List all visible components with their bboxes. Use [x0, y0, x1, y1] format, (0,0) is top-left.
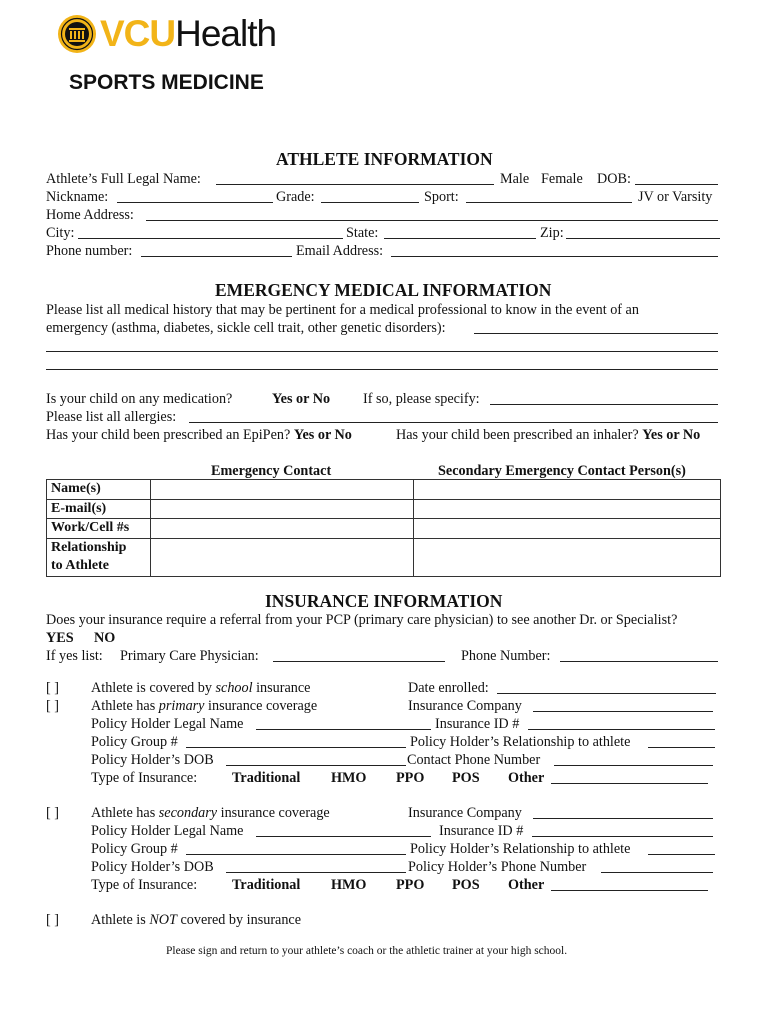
- primary-type-label: Type of Insurance:: [91, 770, 198, 786]
- primary-contact-phone-field[interactable]: [554, 765, 713, 766]
- referral-question: Does your insurance require a referral from your PCP (primary care physician) to see another Dr. or Specialist?: [46, 612, 678, 628]
- primary-type-other-field[interactable]: [551, 783, 708, 784]
- nickname-label: Nickname:: [46, 189, 109, 205]
- primary-policy-group-label: Policy Group #: [91, 734, 178, 750]
- jv-varsity-option[interactable]: JV or Varsity: [638, 189, 713, 205]
- if-yes-label: If yes list:: [46, 648, 103, 664]
- nickname-field[interactable]: [117, 202, 273, 203]
- primary-contact-phone-label: Contact Phone Number: [407, 752, 541, 768]
- secondary-insurance-company-label: Insurance Company: [408, 805, 522, 821]
- address-field[interactable]: [146, 220, 718, 221]
- pcp-label: Primary Care Physician:: [120, 648, 259, 664]
- logo-vcu: VCU: [100, 13, 176, 54]
- inhaler-yes-no[interactable]: Yes or No: [642, 427, 701, 443]
- grade-field[interactable]: [321, 202, 419, 203]
- allergies-field[interactable]: [189, 422, 718, 423]
- secondary-relationship-field[interactable]: [648, 854, 715, 855]
- emergency-contact-phones-cell[interactable]: [151, 519, 414, 539]
- pcp-phone-field[interactable]: [560, 661, 718, 662]
- secondary-insurance-company-field[interactable]: [533, 818, 713, 819]
- secondary-contact-phones-cell[interactable]: [414, 519, 721, 539]
- secondary-contact-col-header: Secondary Emergency Contact Person(s): [438, 463, 686, 479]
- secondary-holder-name-field[interactable]: [256, 836, 431, 837]
- table-row: [47, 519, 721, 539]
- secondary-word: secondary: [158, 805, 218, 821]
- primary-type-ppo[interactable]: PPO: [396, 770, 425, 786]
- relationship-label-line2: to Athlete: [51, 558, 109, 574]
- secondary-contact-names-cell[interactable]: [414, 480, 721, 500]
- primary-pre: Athlete has: [91, 698, 159, 714]
- email-label: Email Address:: [296, 243, 384, 259]
- medication-question: Is your child on any medication?: [46, 391, 233, 407]
- logo-health: Health: [175, 13, 277, 54]
- secondary-policy-group-label: Policy Group #: [91, 841, 178, 857]
- epipen-yes-no[interactable]: Yes or No: [293, 427, 352, 443]
- primary-insurance-id-label: Insurance ID #: [435, 716, 520, 732]
- secondary-relationship-label: Policy Holder’s Relationship to athlete: [410, 841, 631, 857]
- zip-label: Zip:: [540, 225, 564, 241]
- primary-insurance-company-label: Insurance Company: [408, 698, 522, 714]
- date-enrolled-label: Date enrolled:: [408, 680, 489, 696]
- secondary-holder-dob-label: Policy Holder’s DOB: [91, 859, 214, 875]
- primary-checkbox[interactable]: [ ]: [46, 698, 59, 714]
- secondary-contact-emails-cell[interactable]: [414, 499, 721, 519]
- table-row: [47, 499, 721, 519]
- primary-word: primary: [158, 698, 205, 714]
- table-row: [47, 538, 721, 576]
- phone-label: Phone number:: [46, 243, 133, 259]
- email-field[interactable]: [391, 256, 718, 257]
- state-label: State:: [346, 225, 379, 241]
- row-label-names: Name(s): [47, 480, 151, 500]
- primary-policy-group-field[interactable]: [186, 747, 406, 748]
- history-text-line1: Please list all medical history that may be pertinent for a medical professional to know in the event of an: [46, 302, 639, 318]
- emergency-contact-col-header: Emergency Contact: [211, 463, 332, 479]
- secondary-post: insurance coverage: [217, 805, 330, 821]
- emergency-contact-emails-cell[interactable]: [151, 499, 414, 519]
- secondary-pre: Athlete has: [91, 805, 159, 821]
- secondary-insurance-id-field[interactable]: [532, 836, 713, 837]
- primary-holder-dob-label: Policy Holder’s DOB: [91, 752, 214, 768]
- date-enrolled-field[interactable]: [497, 693, 716, 694]
- emergency-heading: EMERGENCY MEDICAL INFORMATION: [215, 280, 552, 300]
- not-covered-text: [91, 911, 301, 929]
- not-covered-checkbox[interactable]: [ ]: [46, 912, 59, 928]
- secondary-insurance-id-label: Insurance ID #: [439, 823, 524, 839]
- school-pre: Athlete is covered by: [91, 680, 216, 696]
- footer-instructions: Please sign and return to your athlete’s coach or the athletic trainer at your high school.: [166, 945, 568, 957]
- secondary-type-other[interactable]: Other: [508, 877, 545, 893]
- primary-insurance-company-field[interactable]: [533, 711, 713, 712]
- history-field-3[interactable]: [46, 369, 718, 370]
- primary-type-pos[interactable]: POS: [452, 770, 480, 786]
- primary-coverage-text: [91, 697, 317, 715]
- secondary-type-pos[interactable]: POS: [452, 877, 480, 893]
- primary-holder-name-field[interactable]: [256, 729, 431, 730]
- inhaler-question: [396, 426, 700, 444]
- dob-label: DOB:: [597, 171, 631, 187]
- specify-field[interactable]: [490, 404, 718, 405]
- state-field[interactable]: [384, 238, 536, 239]
- school-checkbox[interactable]: [ ]: [46, 680, 59, 696]
- referral-no[interactable]: NO: [94, 630, 116, 646]
- allergies-label: Please list all allergies:: [46, 409, 177, 425]
- primary-insurance-id-field[interactable]: [528, 729, 715, 730]
- primary-holder-dob-field[interactable]: [226, 765, 406, 766]
- sport-field[interactable]: [466, 202, 632, 203]
- inhaler-question-text: Has your child been prescribed an inhaler?: [396, 427, 639, 443]
- table-row: [47, 480, 721, 500]
- secondary-holder-phone-label: Policy Holder’s Phone Number: [408, 859, 587, 875]
- primary-post: insurance coverage: [204, 698, 318, 714]
- primary-relationship-label: Policy Holder’s Relationship to athlete: [410, 734, 631, 750]
- emergency-contacts-table: [46, 479, 721, 577]
- zip-field[interactable]: [566, 238, 720, 239]
- not-post: covered by insurance: [176, 912, 302, 928]
- not-pre: Athlete is: [91, 912, 150, 928]
- full-name-label: Athlete’s Full Legal Name:: [46, 171, 201, 187]
- secondary-coverage-text: [91, 804, 330, 822]
- history-text-line2: emergency (asthma, diabetes, sickle cell trait, other genetic disorders):: [46, 320, 446, 336]
- history-field-2[interactable]: [46, 351, 718, 352]
- secondary-holder-phone-field[interactable]: [601, 872, 713, 873]
- emergency-contact-relationship-cell[interactable]: [151, 538, 414, 576]
- emergency-contact-names-cell[interactable]: [151, 480, 414, 500]
- row-label-emails: E-mail(s): [47, 499, 151, 519]
- pcp-phone-label: Phone Number:: [461, 648, 551, 664]
- insurance-heading: INSURANCE INFORMATION: [265, 591, 503, 611]
- row-label-relationship: [47, 538, 151, 576]
- secondary-holder-name-label: Policy Holder Legal Name: [91, 823, 244, 839]
- medication-yes-no[interactable]: Yes or No: [272, 391, 331, 407]
- not-word: NOT: [149, 912, 177, 928]
- specify-label: If so, please specify:: [363, 391, 480, 407]
- female-option[interactable]: Female: [541, 171, 583, 187]
- grade-label: Grade:: [276, 189, 315, 205]
- school-post: insurance: [252, 680, 311, 696]
- row-label-phones: Work/Cell #s: [47, 519, 151, 539]
- epipen-question-text: Has your child been prescribed an EpiPen?: [46, 427, 291, 443]
- city-label: City:: [46, 225, 75, 241]
- primary-type-other[interactable]: Other: [508, 770, 545, 786]
- secondary-holder-dob-field[interactable]: [226, 872, 406, 873]
- department-title: SPORTS MEDICINE: [69, 71, 264, 94]
- epipen-question: [46, 426, 352, 444]
- relationship-label-line1: Relationship: [51, 539, 127, 555]
- vcu-seal-icon: [57, 14, 97, 54]
- secondary-type-hmo[interactable]: HMO: [331, 877, 367, 893]
- male-option[interactable]: Male: [500, 171, 530, 187]
- school-coverage-text: [91, 679, 310, 697]
- address-label: Home Address:: [46, 207, 134, 223]
- secondary-type-ppo[interactable]: PPO: [396, 877, 425, 893]
- athlete-info-heading: ATHLETE INFORMATION: [276, 149, 493, 169]
- school-word: school: [215, 680, 253, 696]
- referral-yes[interactable]: YES: [46, 630, 74, 646]
- dob-field[interactable]: [635, 184, 718, 185]
- primary-holder-name-label: Policy Holder Legal Name: [91, 716, 244, 732]
- secondary-contact-relationship-cell[interactable]: [414, 538, 721, 576]
- pcp-field[interactable]: [273, 661, 445, 662]
- history-field-1[interactable]: [474, 333, 718, 334]
- secondary-policy-group-field[interactable]: [186, 854, 406, 855]
- secondary-type-label: Type of Insurance:: [91, 877, 198, 893]
- primary-type-hmo[interactable]: HMO: [331, 770, 367, 786]
- phone-field[interactable]: [141, 256, 292, 257]
- primary-type-traditional[interactable]: Traditional: [232, 770, 301, 786]
- secondary-checkbox[interactable]: [ ]: [46, 805, 59, 821]
- full-name-field[interactable]: [216, 184, 494, 185]
- secondary-type-traditional[interactable]: Traditional: [232, 877, 301, 893]
- primary-relationship-field[interactable]: [648, 747, 715, 748]
- sport-label: Sport:: [424, 189, 459, 205]
- secondary-type-other-field[interactable]: [551, 890, 708, 891]
- city-field[interactable]: [78, 238, 343, 239]
